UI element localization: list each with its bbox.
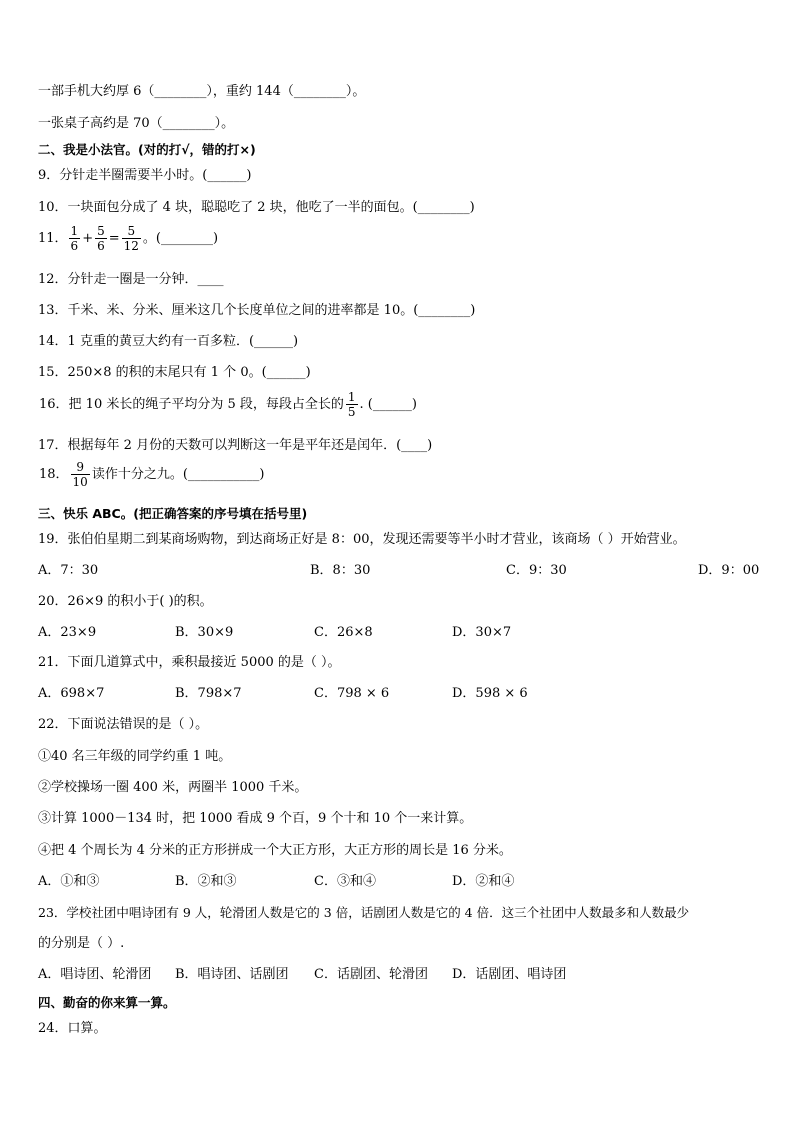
question-18-suffix: 读作十分之九。(___________) bbox=[91, 466, 265, 482]
q20-option-b: B．30×9 bbox=[175, 625, 234, 640]
question-24: 24．口算。 bbox=[38, 1021, 107, 1036]
question-11 bbox=[38, 224, 219, 253]
question-15: 15．250×8 的积的末尾只有 1 个 0。(______) bbox=[38, 365, 311, 380]
q21-option-b: B．798×7 bbox=[175, 686, 242, 701]
question-12: 12．分针走一圈是一分钟．____ bbox=[38, 272, 224, 287]
q20-option-d: D．30×7 bbox=[452, 625, 512, 640]
q20-option-c: C．26×8 bbox=[314, 625, 373, 640]
question-16-prefix: 16．把 10 米长的绳子平均分为 5 段，每段占全长的 bbox=[39, 396, 344, 412]
q19-option-d: D．9：00 bbox=[698, 563, 760, 578]
q21-option-d: D．598 × 6 bbox=[452, 686, 528, 701]
q22-statement-3: ③计算 1000－134 时，把 1000 看成 9 个百，9 个十和 10 个一来计算。 bbox=[38, 811, 473, 826]
q23-option-a: A．唱诗团、轮滑团 bbox=[38, 967, 152, 982]
q19-option-c: C．9：30 bbox=[506, 563, 567, 578]
q22-statement-2: ②学校操场一圈 400 米，两圈半 1000 千米。 bbox=[38, 780, 308, 795]
question-phone-units: 一部手机大约厚 6（________），重约 144（________）。 bbox=[38, 84, 366, 99]
q22-statement-1: ①40 名三年级的同学约重 1 吨。 bbox=[38, 749, 232, 764]
question-11-suffix: 。(________) bbox=[142, 230, 219, 246]
q21-option-a: A．698×7 bbox=[38, 686, 105, 701]
q22-option-b: B．②和③ bbox=[175, 874, 237, 889]
question-20: 20．26×9 的积小于( )的积。 bbox=[38, 594, 213, 609]
question-11-prefix: 11． bbox=[38, 231, 68, 246]
equals-sign: = bbox=[108, 230, 120, 246]
plus-sign: + bbox=[82, 230, 94, 246]
question-13: 13．千米、米、分米、厘米这几个长度单位之间的进率都是 10。(________) bbox=[38, 303, 476, 318]
question-22: 22．下面说法错误的是（ ）。 bbox=[38, 717, 209, 732]
question-16 bbox=[38, 390, 418, 419]
question-17: 17．根据每年 2 月份的天数可以判断这一年是平年还是闰年．(____) bbox=[38, 438, 433, 453]
q23-option-d: D．话剧团、唱诗团 bbox=[452, 967, 567, 982]
fraction-five-sixths: $\frac{5}{6}$ bbox=[97, 224, 105, 253]
q22-option-a: A．①和③ bbox=[38, 874, 100, 889]
q20-option-a: A．23×9 bbox=[38, 625, 97, 640]
fraction-five-twelfths: $\frac{5}{12}$ bbox=[123, 224, 139, 253]
q22-statement-4: ④把 4 个周长为 4 分米的正方形拼成一个大正方形，大正方形的周长是 16 分米。 bbox=[38, 843, 512, 858]
q23-option-c: C．话剧团、轮滑团 bbox=[314, 967, 428, 982]
question-14: 14．1 克重的黄豆大约有一百多粒．(______) bbox=[38, 334, 299, 349]
q23-option-b: B．唱诗团、话剧团 bbox=[175, 967, 289, 982]
question-21: 21．下面几道算式中，乘积最接近 5000 的是（ ）。 bbox=[38, 655, 341, 670]
fraction-one-fifth: $\frac{1}{5}$ bbox=[347, 390, 356, 419]
question-18 bbox=[38, 460, 265, 489]
q19-option-a: A．7：30 bbox=[38, 563, 99, 578]
question-desk-height: 一张桌子高约是 70（________）。 bbox=[38, 116, 235, 131]
section-heading-multiple-choice: 三、快乐 ABC。(把正确答案的序号填在括号里) bbox=[38, 506, 308, 521]
question-10: 10．一块面包分成了 4 块，聪聪吃了 2 块，他吃了一半的面包。(________) bbox=[38, 200, 475, 215]
question-9: 9．分针走半圈需要半小时。(______) bbox=[38, 168, 252, 183]
section-heading-true-false: 二、我是小法官。(对的打√，错的打×) bbox=[38, 142, 256, 157]
q21-option-c: C．798 × 6 bbox=[314, 686, 390, 701]
fraction-one-sixth: $\frac{1}{6}$ bbox=[70, 224, 79, 253]
question-16-suffix: . (______) bbox=[359, 396, 417, 412]
fraction-nine-tenths: $\frac{9}{10}$ bbox=[72, 460, 88, 489]
question-19: 19．张伯伯星期二到某商场购物，到达商场正好是 8：00，发现还需要等半小时才营业，该商场（ ）开始营业。 bbox=[38, 532, 686, 547]
question-23-line-1: 23．学校社团中唱诗团有 9 人，轮滑团人数是它的 3 倍，话剧团人数是它的 4 倍．这三个社团中人数最多和人数最少 bbox=[38, 905, 690, 920]
q19-option-b: B．8：30 bbox=[310, 563, 371, 578]
q22-option-d: D．②和④ bbox=[452, 874, 515, 889]
question-18-prefix: 18． bbox=[39, 466, 69, 482]
section-heading-calculation: 四、勤奋的你来算一算。 bbox=[38, 995, 176, 1010]
question-23-line-2: 的分别是（ ）. bbox=[38, 936, 125, 951]
q22-option-c: C．③和④ bbox=[314, 874, 376, 889]
